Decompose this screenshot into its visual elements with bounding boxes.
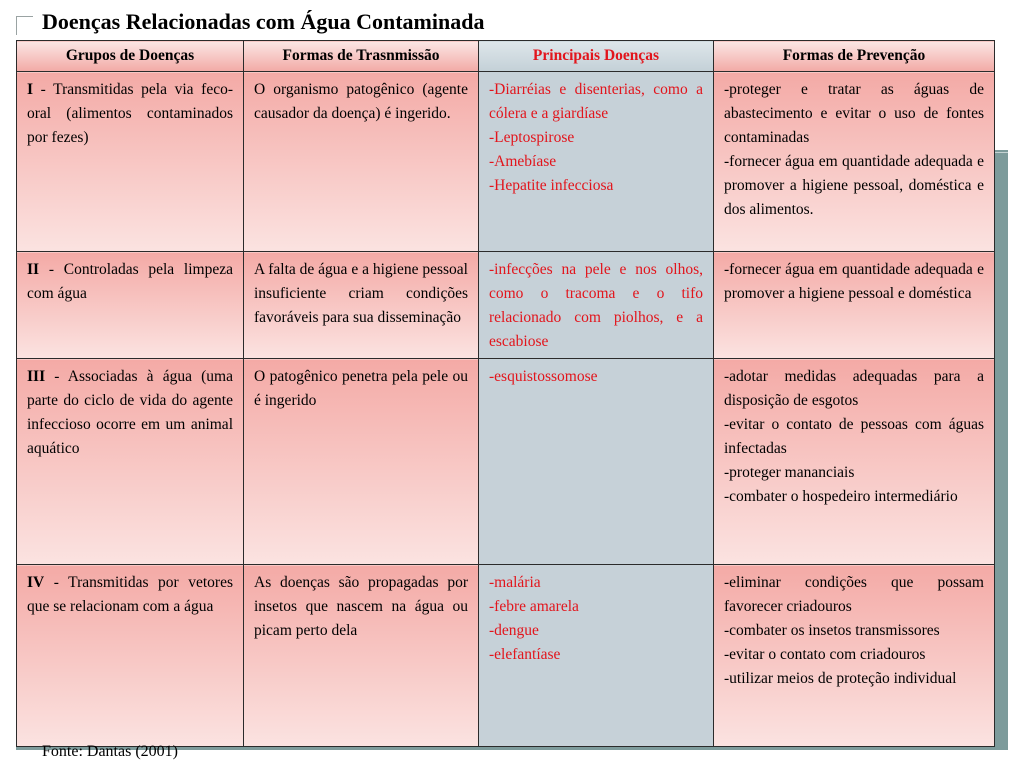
- prevention-item: -adotar medidas adequadas para a disposição de esgotos: [724, 368, 984, 409]
- prevention-item: -eliminar condições que possam favorecer criadouros: [724, 574, 984, 615]
- disease-table: [16, 40, 995, 747]
- prevention-cell: [714, 72, 995, 252]
- group-number: I: [27, 81, 34, 98]
- table-row: [17, 252, 995, 359]
- group-cell: [17, 252, 244, 359]
- table-row: [17, 359, 995, 565]
- prevention-item: -utilizar meios de proteção individual: [724, 670, 957, 687]
- slide-title: Doenças Relacionadas com Água Contaminada: [42, 9, 485, 34]
- diseases-cell: [479, 72, 714, 252]
- corner-decoration: [16, 16, 33, 35]
- prevention-item: -proteger mananciais: [724, 464, 855, 481]
- group-description: - Transmitidas pela via feco-oral (alimentos contaminados por fezes): [27, 81, 233, 146]
- prevention-item: -fornecer água em quantidade adequada e promover a higiene pessoal, doméstica e dos alimentos.: [724, 153, 984, 218]
- group-cell: [17, 565, 244, 747]
- table-header-row: [17, 41, 995, 72]
- disease-item: -Amebíase: [489, 153, 557, 170]
- group-number: IV: [27, 574, 45, 591]
- table-row: [17, 72, 995, 252]
- disease-item: -Hepatite infecciosa: [489, 177, 614, 194]
- prevention-item: -evitar o contato de pessoas com águas infectadas: [724, 416, 984, 457]
- disease-item: -esquistossomose: [489, 368, 598, 385]
- diseases-cell: [479, 359, 714, 565]
- header-prevention: Formas de Prevenção: [714, 41, 995, 72]
- prevention-item: -proteger e tratar as águas de abastecimento e evitar o uso de fontes contaminadas: [724, 81, 984, 146]
- diseases-cell: [479, 565, 714, 747]
- group-description: - Transmitidas por vetores que se relacionam com a água: [27, 574, 233, 615]
- transmission-cell: O patogênico penetra pela pele ou é ingerido: [244, 359, 479, 565]
- header-transmission: Formas de Trasnmissão: [244, 41, 479, 72]
- prevention-cell: [714, 565, 995, 747]
- group-cell: [17, 72, 244, 252]
- disease-item: -malária: [489, 574, 541, 591]
- header-diseases: Principais Doenças: [479, 41, 714, 72]
- group-description: - Controladas pela limpeza com água: [27, 261, 233, 302]
- disease-item: -Diarréias e disenterias, como a cólera e a giardíase: [489, 81, 703, 122]
- disease-item: -dengue: [489, 622, 539, 639]
- group-description: - Associadas à água (uma parte do ciclo de vida do agente infeccioso ocorre em um animal aquático: [27, 368, 233, 457]
- prevention-item: -combater os insetos transmissores: [724, 622, 940, 639]
- transmission-cell: A falta de água e a higiene pessoal insuficiente criam condições favoráveis para sua disseminação: [244, 252, 479, 359]
- transmission-cell: O organismo patogênico (agente causador da doença) é ingerido.: [244, 72, 479, 252]
- disease-item: -febre amarela: [489, 598, 579, 615]
- disease-item: -elefantíase: [489, 646, 561, 663]
- group-cell: [17, 359, 244, 565]
- source-citation: Fonte: Dantas (2001): [42, 743, 178, 760]
- disease-item: -infecções na pele e nos olhos, como o tracoma e o tifo relacionado com piolhos, e a escabiose: [489, 261, 703, 350]
- header-groups: Grupos de Doenças: [17, 41, 244, 72]
- disease-item: -Leptospirose: [489, 129, 575, 146]
- prevention-cell: [714, 252, 995, 359]
- group-number: II: [27, 261, 40, 278]
- transmission-cell: As doenças são propagadas por insetos que nascem na água ou picam perto dela: [244, 565, 479, 747]
- prevention-item: -combater o hospedeiro intermediário: [724, 488, 958, 505]
- prevention-cell: [714, 359, 995, 565]
- prevention-item: -evitar o contato com criadouros: [724, 646, 926, 663]
- group-number: III: [27, 368, 46, 385]
- prevention-item: -fornecer água em quantidade adequada e promover a higiene pessoal e doméstica: [724, 261, 984, 302]
- diseases-cell: [479, 252, 714, 359]
- table-row: [17, 565, 995, 747]
